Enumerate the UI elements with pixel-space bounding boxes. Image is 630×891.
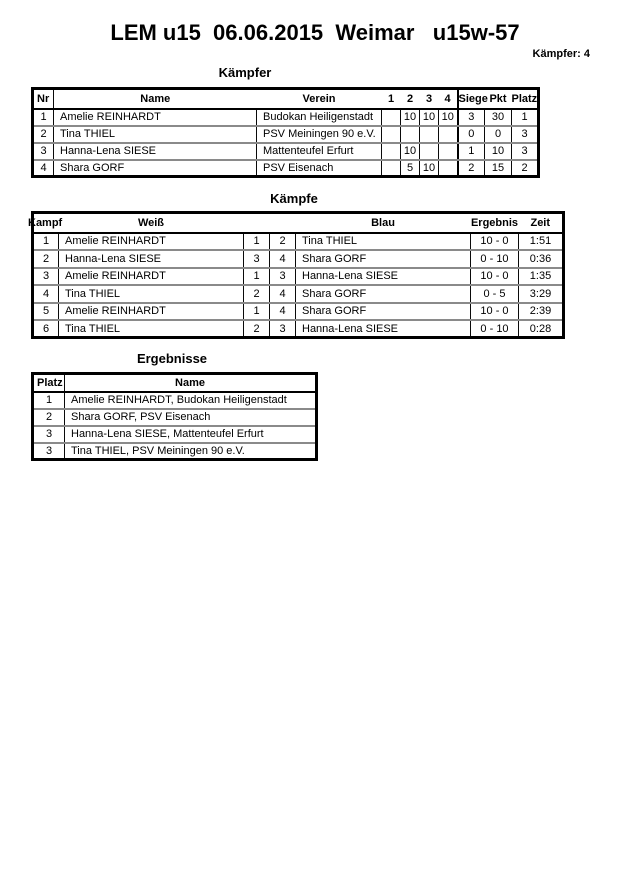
- cell-verein: PSV Eisenach: [257, 160, 382, 177]
- cell-zeit: 3:29: [519, 285, 564, 303]
- cell-round-4: [439, 143, 458, 160]
- table-row: [33, 160, 539, 177]
- cell-kampf-nr: 2: [33, 250, 59, 268]
- table-row: [33, 285, 564, 303]
- kaempfer-table: [31, 87, 540, 178]
- cell-ergebnis: 10 - 0: [471, 268, 519, 286]
- cell-kampf-nr: 1: [33, 233, 59, 251]
- cell-round-1: [382, 126, 401, 143]
- cell-zeit: 0:28: [519, 320, 564, 338]
- ergebnisse-table: [31, 372, 318, 461]
- cell-platz: 1: [512, 109, 539, 126]
- cell-platz: 2: [33, 409, 65, 426]
- cell-blau-nr: 4: [270, 285, 296, 303]
- section-heading-ergebnisse: Ergebnisse: [136, 351, 208, 366]
- cell-round-3: [420, 143, 439, 160]
- table-row: [33, 443, 317, 460]
- cell-platz: 3: [512, 143, 539, 160]
- cell-name: Tina THIEL, PSV Meiningen 90 e.V.: [65, 443, 317, 460]
- cell-pkt: 15: [485, 160, 512, 177]
- cell-zeit: 2:39: [519, 303, 564, 321]
- table-row: [33, 143, 539, 160]
- cell-round-2: [401, 126, 420, 143]
- cell-verein: PSV Meiningen 90 e.V.: [257, 126, 382, 143]
- cell-round-4: [439, 126, 458, 143]
- cell-weiss-name: Amelie REINHARDT: [59, 233, 244, 251]
- cell-siege: 1: [458, 143, 485, 160]
- cell-name: Shara GORF: [54, 160, 257, 177]
- cell-blau-nr: 4: [270, 250, 296, 268]
- cell-siege: 3: [458, 109, 485, 126]
- cell-pkt: 10: [485, 143, 512, 160]
- cell-platz: 3: [512, 126, 539, 143]
- col-header-blau: Blau: [296, 213, 471, 233]
- cell-platz: 3: [33, 443, 65, 460]
- table-row: [33, 250, 564, 268]
- kaempfe-header-row: [33, 213, 564, 233]
- cell-kampf-nr: 4: [33, 285, 59, 303]
- cell-blau-name: Hanna-Lena SIESE: [296, 320, 471, 338]
- cell-round-4: 10: [439, 109, 458, 126]
- cell-round-3: 10: [420, 109, 439, 126]
- col-header-name: Name: [54, 89, 257, 109]
- cell-name: Hanna-Lena SIESE: [54, 143, 257, 160]
- cell-weiss-nr: 2: [244, 320, 270, 338]
- cell-round-3: 10: [420, 160, 439, 177]
- cell-kampf-nr: 6: [33, 320, 59, 338]
- section-heading-kaempfer: Kämpfer: [218, 65, 272, 80]
- cell-name: Hanna-Lena SIESE, Mattenteufel Erfurt: [65, 426, 317, 443]
- cell-name: Amelie REINHARDT, Budokan Heiligenstadt: [65, 392, 317, 409]
- cell-weiss-nr: 1: [244, 268, 270, 286]
- cell-blau-nr: 2: [270, 233, 296, 251]
- cell-name: Shara GORF, PSV Eisenach: [65, 409, 317, 426]
- cell-round-3: [420, 126, 439, 143]
- cell-platz: 3: [33, 426, 65, 443]
- cell-blau-name: Hanna-Lena SIESE: [296, 268, 471, 286]
- cell-nr: 3: [33, 143, 54, 160]
- col-header-platz: Platz: [33, 374, 65, 392]
- fighters-count: Kämpfer: 4: [532, 48, 590, 60]
- cell-zeit: 0:36: [519, 250, 564, 268]
- cell-nr: 1: [33, 109, 54, 126]
- col-header-round-2: 2: [401, 89, 420, 109]
- cell-blau-name: Shara GORF: [296, 303, 471, 321]
- col-header-ergebnis: Ergebnis: [471, 213, 519, 233]
- cell-weiss-nr: 3: [244, 250, 270, 268]
- cell-ergebnis: 0 - 5: [471, 285, 519, 303]
- cell-ergebnis: 10 - 0: [471, 303, 519, 321]
- cell-weiss-nr: 2: [244, 285, 270, 303]
- cell-weiss-name: Tina THIEL: [59, 320, 244, 338]
- col-header-name: Name: [65, 374, 317, 392]
- cell-round-2: 5: [401, 160, 420, 177]
- cell-zeit: 1:35: [519, 268, 564, 286]
- cell-weiss-name: Tina THIEL: [59, 285, 244, 303]
- cell-name: Amelie REINHARDT: [54, 109, 257, 126]
- cell-weiss-name: Amelie REINHARDT: [59, 303, 244, 321]
- cell-nr: 2: [33, 126, 54, 143]
- table-row: [33, 303, 564, 321]
- col-header-blau-nr: [270, 213, 296, 233]
- cell-round-1: [382, 143, 401, 160]
- col-header-zeit: Zeit: [519, 213, 564, 233]
- page-title: LEM u15 06.06.2015 Weimar u15w-57: [110, 20, 520, 45]
- kaempfer-header-row: [33, 89, 539, 109]
- table-row: [33, 426, 317, 443]
- cell-kampf-nr: 5: [33, 303, 59, 321]
- cell-kampf-nr: 3: [33, 268, 59, 286]
- cell-ergebnis: 0 - 10: [471, 250, 519, 268]
- col-header-verein: Verein: [257, 89, 382, 109]
- cell-weiss-nr: 1: [244, 303, 270, 321]
- cell-ergebnis: 10 - 0: [471, 233, 519, 251]
- ergebnisse-header-row: [33, 374, 317, 392]
- cell-siege: 0: [458, 126, 485, 143]
- cell-weiss-nr: 1: [244, 233, 270, 251]
- cell-round-2: 10: [401, 143, 420, 160]
- cell-blau-nr: 3: [270, 268, 296, 286]
- cell-blau-name: Shara GORF: [296, 285, 471, 303]
- cell-round-1: [382, 160, 401, 177]
- cell-pkt: 0: [485, 126, 512, 143]
- table-row: [33, 392, 317, 409]
- cell-name: Tina THIEL: [54, 126, 257, 143]
- col-header-round-3: 3: [420, 89, 439, 109]
- cell-pkt: 30: [485, 109, 512, 126]
- cell-round-2: 10: [401, 109, 420, 126]
- cell-platz: 2: [512, 160, 539, 177]
- cell-siege: 2: [458, 160, 485, 177]
- table-row: [33, 409, 317, 426]
- cell-ergebnis: 0 - 10: [471, 320, 519, 338]
- table-row: [33, 233, 564, 251]
- cell-verein: Budokan Heiligenstadt: [257, 109, 382, 126]
- table-row: [33, 268, 564, 286]
- cell-blau-nr: 4: [270, 303, 296, 321]
- cell-blau-nr: 3: [270, 320, 296, 338]
- table-row: [33, 109, 539, 126]
- cell-round-4: [439, 160, 458, 177]
- col-header-round-4: 4: [439, 89, 458, 109]
- cell-weiss-name: Hanna-Lena SIESE: [59, 250, 244, 268]
- cell-zeit: 1:51: [519, 233, 564, 251]
- col-header-weiss-nr: [244, 213, 270, 233]
- kaempfe-table: [28, 211, 565, 339]
- col-header-pkt: Pkt: [485, 89, 512, 109]
- col-header-nr: Nr: [33, 89, 54, 109]
- cell-verein: Mattenteufel Erfurt: [257, 143, 382, 160]
- col-header-round-1: 1: [382, 89, 401, 109]
- table-row: [33, 126, 539, 143]
- cell-nr: 4: [33, 160, 54, 177]
- table-row: [33, 320, 564, 338]
- col-header-siege: Siege: [458, 89, 485, 109]
- cell-blau-name: Tina THIEL: [296, 233, 471, 251]
- cell-blau-name: Shara GORF: [296, 250, 471, 268]
- col-header-platz: Platz: [512, 89, 539, 109]
- section-heading-kaempfe: Kämpfe: [270, 191, 318, 206]
- col-header-kampf: Kampf: [33, 213, 59, 233]
- cell-platz: 1: [33, 392, 65, 409]
- cell-weiss-name: Amelie REINHARDT: [59, 268, 244, 286]
- cell-round-1: [382, 109, 401, 126]
- col-header-weiss: Weiß: [59, 213, 244, 233]
